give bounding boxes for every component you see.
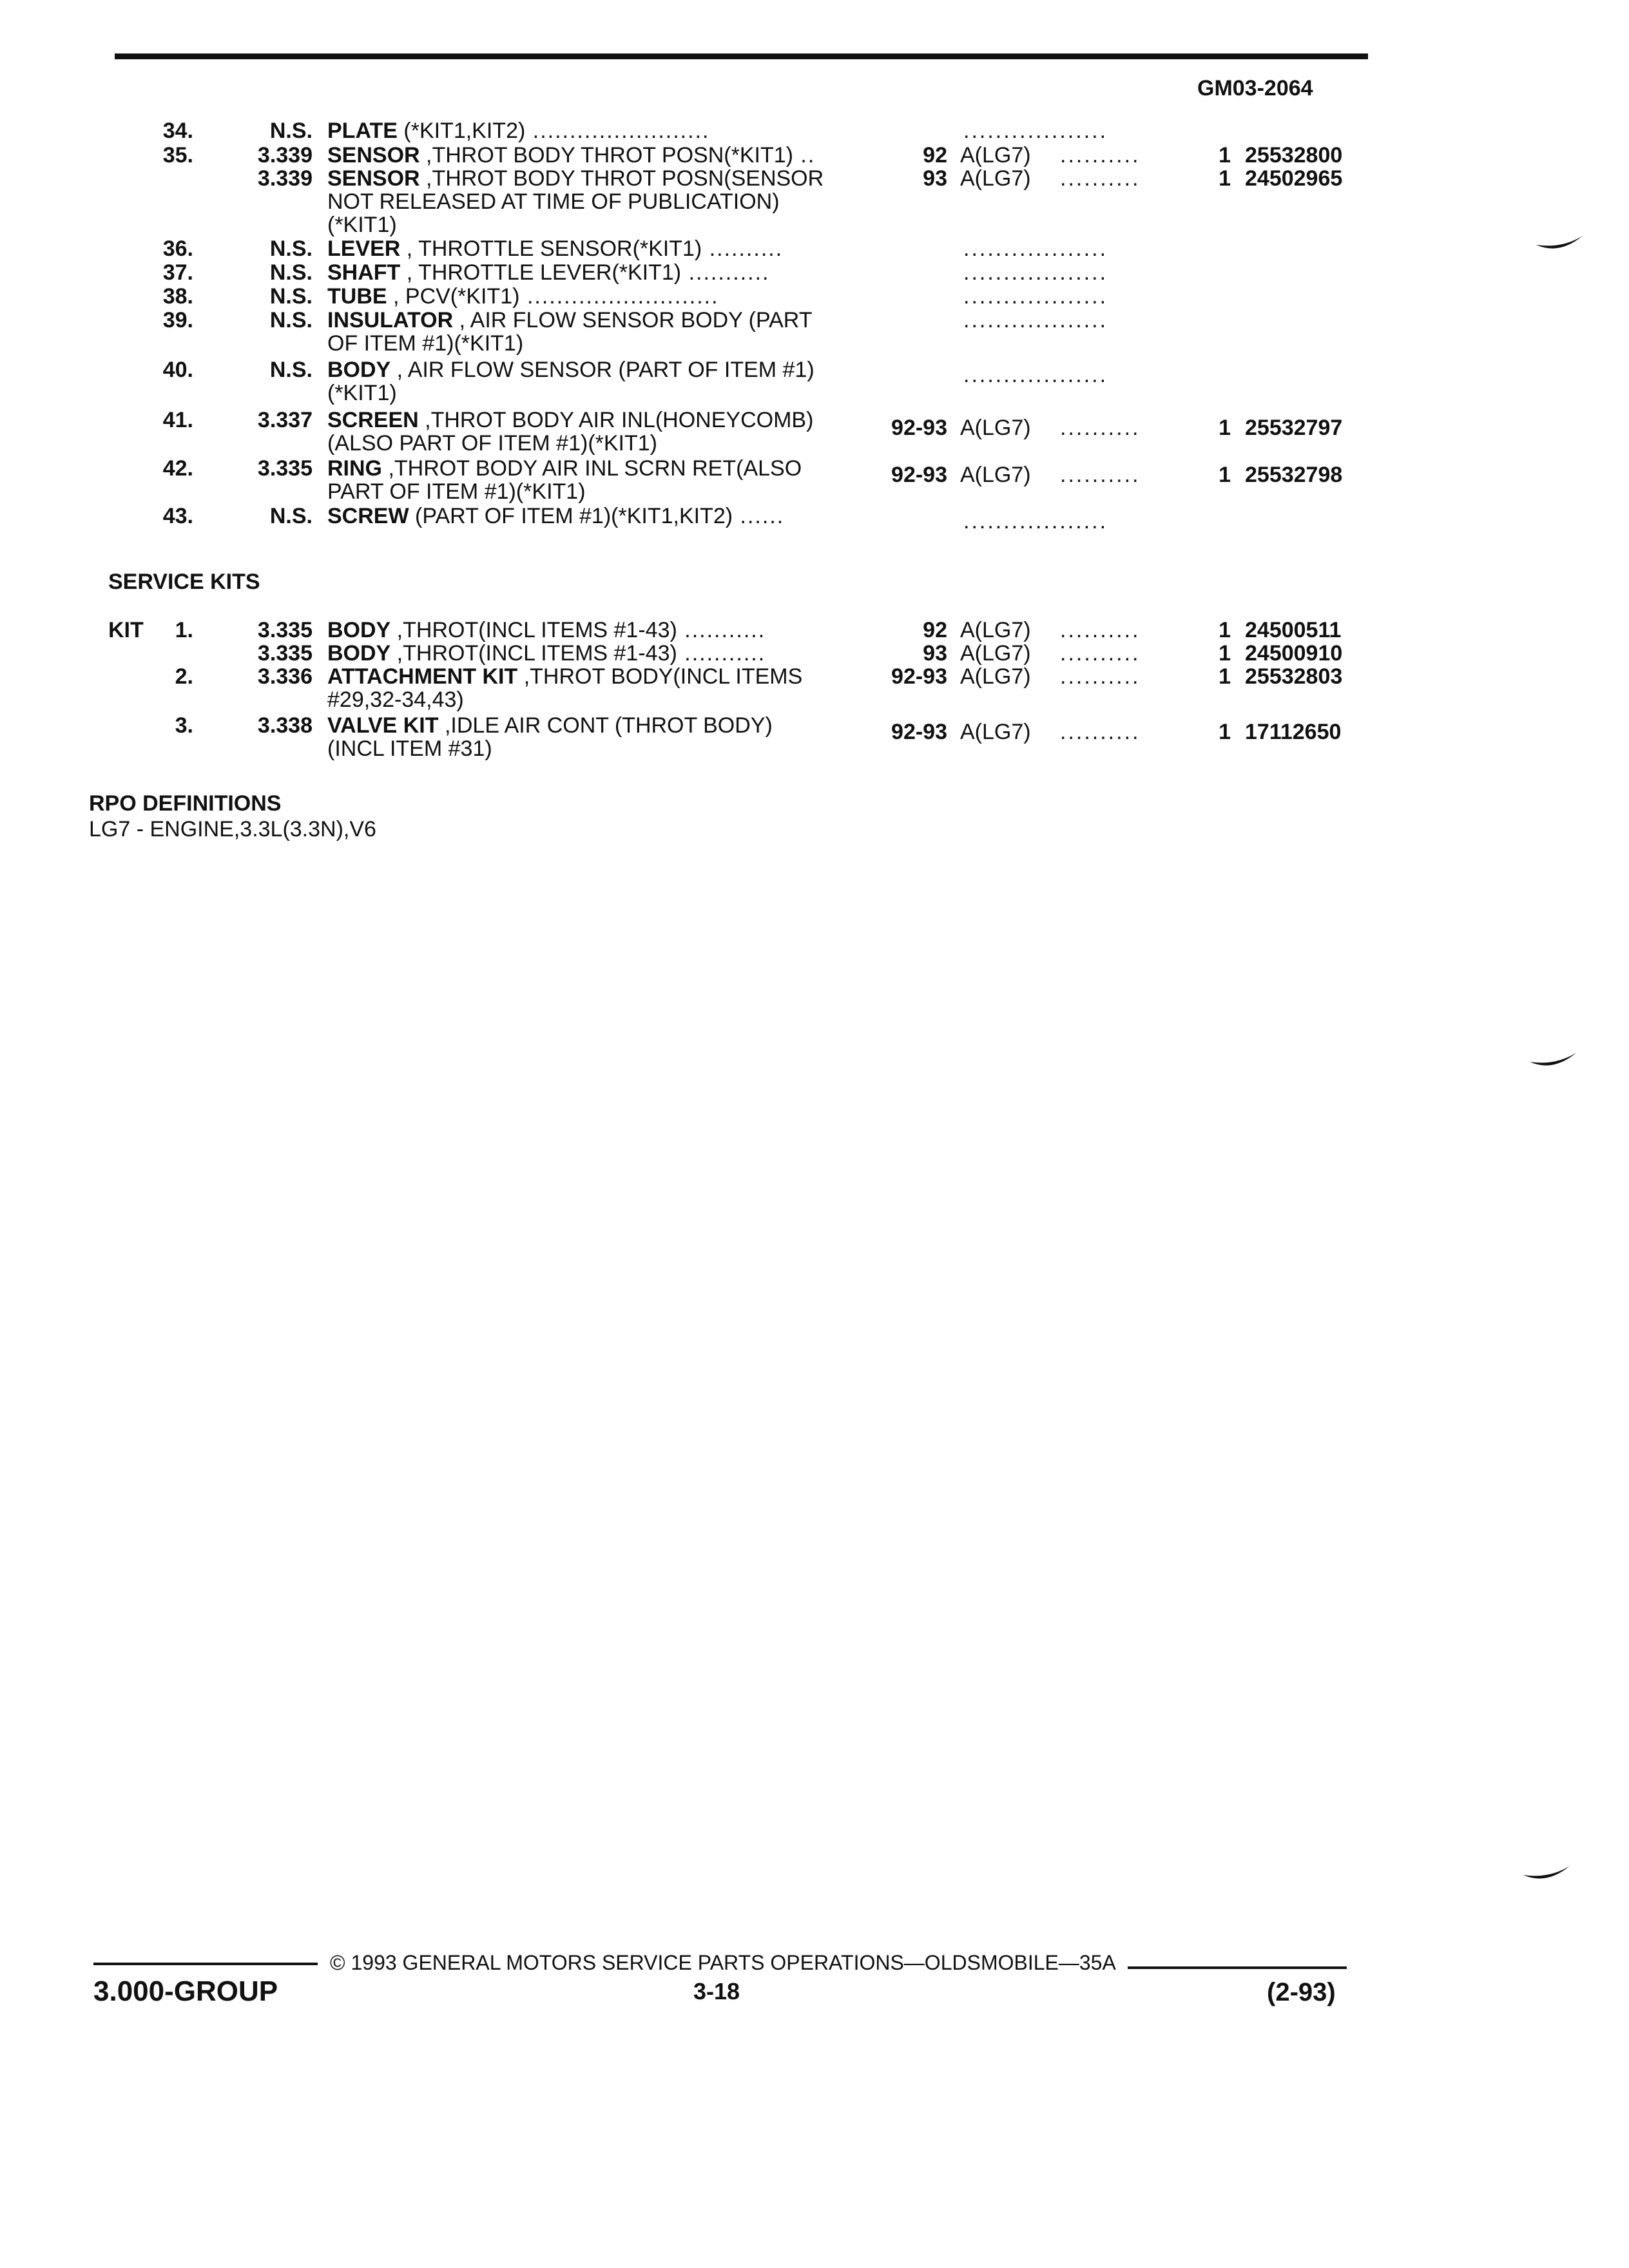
part-number: 25532798	[1245, 463, 1343, 487]
usage-dots: ..................	[963, 509, 1108, 533]
usage-dots: ..........	[1060, 720, 1141, 744]
parts-row	[0, 357, 1629, 387]
quantity: 1	[1219, 720, 1231, 744]
part-description	[327, 260, 769, 285]
part-description	[327, 236, 783, 262]
usage-dots: ..........	[1060, 166, 1141, 191]
part-detail: (*KIT1,KIT2)	[397, 119, 526, 143]
group-number: N.S.	[269, 358, 313, 382]
group-number: 3.337	[257, 408, 313, 432]
group-number: 3.335	[257, 641, 313, 666]
description-continuation	[0, 331, 1629, 356]
parts-row	[0, 236, 1629, 262]
part-description	[327, 503, 784, 529]
part-name: RING	[327, 456, 382, 481]
parts-row	[0, 166, 1629, 191]
part-detail: ,THROT BODY(INCL ITEMS	[517, 664, 803, 689]
part-detail: ,THROT BODY THROT POSN(SENSOR	[419, 166, 824, 191]
quantity: 1	[1219, 618, 1231, 642]
group-number: 3.336	[257, 664, 313, 689]
group-number: N.S.	[269, 308, 313, 332]
part-detail: , AIR FLOW SENSOR (PART OF ITEM #1)	[390, 358, 815, 382]
usage-code: A(LG7)	[960, 416, 1031, 440]
continuation-text: PART OF ITEM #1)(*KIT1)	[327, 479, 586, 504]
parts-row	[0, 456, 1629, 487]
parts-row	[0, 142, 1629, 168]
part-detail: , AIR FLOW SENSOR BODY (PART	[453, 308, 813, 332]
part-detail: , PCV(*KIT1)	[387, 284, 520, 309]
usage-dots: ..................	[963, 363, 1108, 387]
usage-code: A(LG7)	[960, 463, 1031, 487]
part-description	[327, 284, 719, 309]
quantity: 1	[1219, 143, 1231, 168]
usage-code: A(LG7)	[960, 641, 1031, 666]
part-number: 24500511	[1245, 618, 1342, 642]
leader-dots: ........................	[525, 119, 710, 143]
footer-rule	[93, 1963, 318, 1965]
part-name: ATTACHMENT KIT	[327, 664, 518, 689]
kit-row	[0, 664, 1629, 689]
group-number: 3.338	[257, 713, 313, 738]
part-name: PLATE	[327, 119, 398, 143]
part-description	[327, 118, 709, 144]
model-year: 93	[923, 641, 947, 666]
usage-dots: ..................	[963, 308, 1108, 332]
quantity: 1	[1219, 664, 1231, 689]
kit-row	[0, 617, 1629, 643]
parts-row	[0, 503, 1629, 533]
usage-dots: ..................	[963, 284, 1108, 309]
part-detail: , THROTTLE SENSOR(*KIT1)	[400, 236, 702, 261]
item-number: 39.	[162, 308, 193, 332]
group-number: 3.335	[257, 618, 313, 642]
part-number: 17112650	[1245, 720, 1342, 744]
part-description	[327, 640, 766, 666]
model-year: 92	[923, 618, 947, 642]
binding-hole-mark	[1527, 1049, 1579, 1070]
model-year: 92-93	[891, 463, 947, 487]
usage-dots: ..........	[1060, 664, 1141, 689]
group-number: 3.339	[257, 143, 313, 168]
part-number: 25532803	[1245, 664, 1343, 689]
group-number: N.S.	[269, 260, 313, 285]
continuation-text: NOT RELEASED AT TIME OF PUBLICATION)	[327, 189, 780, 214]
parts-row	[0, 407, 1629, 440]
usage-dots: ..........	[1060, 618, 1141, 642]
item-number: 40.	[162, 358, 193, 382]
usage-code: A(LG7)	[960, 166, 1031, 191]
continuation-text: (INCL ITEM #31)	[327, 736, 492, 761]
group-number: 3.339	[257, 166, 313, 191]
part-name: INSULATOR	[327, 308, 454, 332]
group-number: N.S.	[269, 504, 313, 528]
kit-row	[0, 640, 1629, 666]
group-number: N.S.	[269, 119, 313, 143]
part-detail: ,THROT BODY THROT POSN(*KIT1)	[419, 143, 793, 168]
part-name: SCREW	[327, 504, 409, 528]
continuation-text: (ALSO PART OF ITEM #1)(*KIT1)	[327, 431, 657, 456]
part-description	[327, 142, 815, 168]
continuation-text: (*KIT1)	[327, 213, 397, 237]
item-number: 35.	[162, 143, 193, 168]
leader-dots: ...........	[677, 641, 766, 666]
description-continuation	[0, 736, 1629, 762]
usage-dots: ..........	[1060, 416, 1141, 440]
usage-dots: ..................	[963, 119, 1108, 143]
top-rule	[115, 53, 1368, 59]
part-name: LEVER	[327, 236, 401, 261]
leader-dots: ..........................	[519, 284, 719, 309]
continuation-text: OF ITEM #1)(*KIT1)	[327, 331, 524, 356]
description-continuation	[0, 380, 1629, 406]
parts-row	[0, 307, 1629, 333]
page-number: 3-18	[693, 1978, 740, 2004]
model-year: 93	[923, 166, 947, 191]
rpo-definitions-heading: RPO DEFINITIONS	[89, 791, 282, 816]
parts-row	[0, 284, 1629, 309]
usage-dots: ..........	[1060, 641, 1141, 666]
kit-number: 1.	[175, 618, 193, 642]
part-name: SHAFT	[327, 260, 401, 285]
kit-row	[0, 713, 1629, 744]
leader-dots: ..	[793, 143, 816, 168]
part-detail: , THROTTLE LEVER(*KIT1)	[400, 260, 682, 285]
part-detail: ,THROT(INCL ITEMS #1-43)	[390, 618, 677, 642]
part-number: 24502965	[1245, 166, 1343, 191]
parts-row	[0, 118, 1629, 144]
usage-code: A(LG7)	[960, 720, 1031, 744]
usage-code: A(LG7)	[960, 664, 1031, 689]
part-detail: ,THROT BODY AIR INL SCRN RET(ALSO	[382, 456, 802, 481]
part-number: 25532800	[1245, 143, 1343, 168]
part-name: BODY	[327, 641, 391, 666]
leader-dots: ...........	[677, 618, 766, 642]
kit-number: 3.	[175, 713, 193, 738]
description-continuation	[0, 687, 1629, 713]
model-year: 92-93	[891, 664, 947, 689]
part-description	[327, 713, 773, 738]
footer-group: 3.000-GROUP	[93, 1975, 278, 2007]
quantity: 1	[1219, 416, 1231, 440]
document-id: GM03-2064	[1197, 76, 1313, 101]
part-number: 24500910	[1245, 641, 1343, 666]
part-detail: ,THROT BODY AIR INL(HONEYCOMB)	[418, 408, 814, 432]
leader-dots: ..........	[702, 236, 784, 261]
description-continuation	[0, 479, 1629, 505]
part-description	[327, 407, 813, 433]
item-number: 38.	[162, 284, 193, 309]
usage-dots: ..........	[1060, 463, 1141, 487]
quantity: 1	[1219, 641, 1231, 666]
model-year: 92-93	[891, 720, 947, 744]
part-name: SENSOR	[327, 166, 420, 191]
quantity: 1	[1219, 166, 1231, 191]
item-number: 34.	[162, 119, 193, 143]
item-number: 37.	[162, 260, 193, 285]
leader-dots: ......	[733, 504, 785, 528]
part-description	[327, 456, 802, 481]
usage-dots: ..................	[963, 236, 1108, 261]
model-year: 92	[923, 143, 947, 168]
part-name: BODY	[327, 618, 391, 642]
part-name: SCREEN	[327, 408, 419, 432]
part-detail: (PART OF ITEM #1)(*KIT1,KIT2)	[409, 504, 733, 528]
binding-hole-mark	[1534, 232, 1585, 253]
item-number: 42.	[162, 456, 193, 481]
part-description	[327, 307, 813, 333]
description-continuation	[0, 430, 1629, 456]
usage-code: A(LG7)	[960, 618, 1031, 642]
part-description	[327, 357, 815, 383]
footer-rule	[1128, 1966, 1347, 1969]
part-description	[327, 166, 824, 191]
kit-number: 2.	[175, 664, 193, 689]
group-number: 3.335	[257, 456, 313, 481]
usage-dots: ..........	[1060, 143, 1141, 168]
model-year: 92-93	[891, 416, 947, 440]
quantity: 1	[1219, 463, 1231, 487]
part-name: BODY	[327, 358, 391, 382]
group-number: N.S.	[269, 236, 313, 261]
part-detail: ,THROT(INCL ITEMS #1-43)	[390, 641, 677, 666]
service-kits-heading: SERVICE KITS	[108, 570, 260, 594]
revision-date: (2-93)	[1267, 1978, 1336, 2006]
continuation-text: (*KIT1)	[327, 381, 397, 405]
footer-copyright: © 1993 GENERAL MOTORS SERVICE PARTS OPERATIONS—OLDSMOBILE—35A	[330, 1951, 1116, 1974]
continuation-text: #29,32-34,43)	[327, 687, 464, 712]
binding-hole-mark	[1521, 1862, 1572, 1883]
description-continuation	[0, 212, 1629, 238]
parts-row	[0, 260, 1629, 285]
group-number: N.S.	[269, 284, 313, 309]
item-number: 43.	[162, 504, 193, 528]
rpo-definition: LG7 - ENGINE,3.3L(3.3N),V6	[89, 817, 376, 841]
part-description	[327, 664, 802, 689]
part-detail: ,IDLE AIR CONT (THROT BODY)	[438, 713, 773, 738]
item-number: 36.	[162, 236, 193, 261]
leader-dots: ...........	[681, 260, 770, 285]
usage-code: A(LG7)	[960, 143, 1031, 168]
part-number: 25532797	[1245, 416, 1343, 440]
item-number: 41.	[162, 408, 193, 432]
part-description	[327, 617, 766, 643]
part-name: SENSOR	[327, 143, 420, 168]
kit-label: KIT	[108, 618, 144, 642]
usage-dots: ..................	[963, 260, 1108, 285]
part-name: TUBE	[327, 284, 387, 309]
part-name: VALVE KIT	[327, 713, 439, 738]
description-continuation	[0, 189, 1629, 215]
